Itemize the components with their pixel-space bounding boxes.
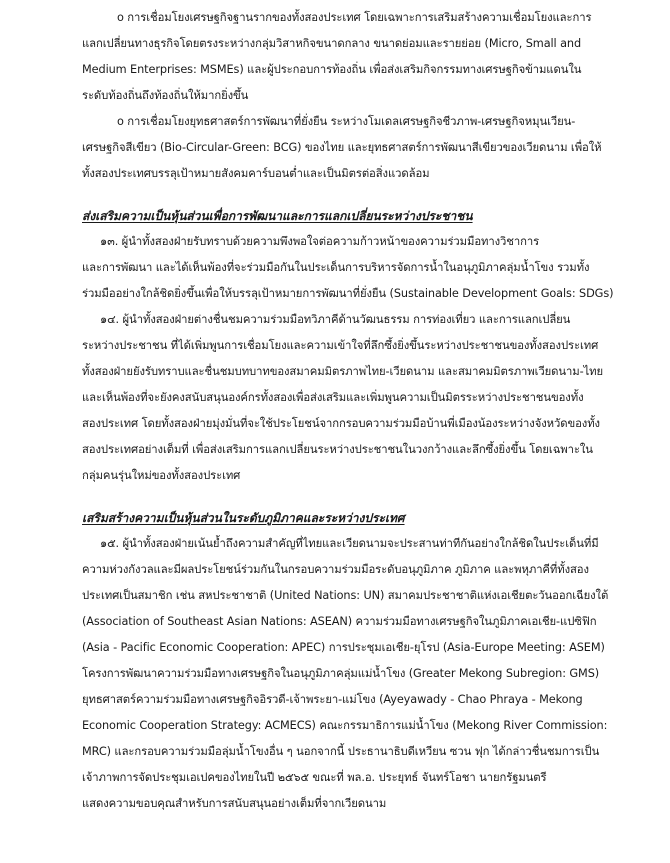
section-heading-regional-partnership: เสริมสร้างความเป็นหุ้นส่วนในระดับภูมิภาคและระหว่างประเทศ bbox=[82, 511, 405, 525]
text-line: โครงการพัฒนาความร่วมมือทางเศรษฐกิจในอนุภูมิภาคลุ่มแม่น้ำโขง (Greater Mekong Subregion: GMS) bbox=[82, 667, 600, 680]
text-line: และการพัฒนา และได้เห็นพ้องที่จะร่วมมือกันในประเด็นการบริหารจัดการน้ำในอนุภูมิภาคลุ่มน้ำโขง รวมทั้ง bbox=[82, 261, 590, 274]
text-line: สองประเทศ โดยทั้งสองฝ่ายมุ่งมั่นที่จะใช้ประโยชน์จากกรอบความร่วมมือบ้านพี่เมืองน้องระหว่างจังหวัดของทั้ง bbox=[82, 417, 600, 430]
text-line: ๑๔. ผู้นำทั้งสองฝ่ายต่างชื่นชมความร่วมมือทวิภาคีด้านวัฒนธรรม การท่องเที่ยว และการแลกเปลี่ยน bbox=[100, 313, 571, 326]
text-line: ระดับท้องถิ่นถึงท้องถิ่นให้มากยิ่งขึ้น bbox=[82, 89, 249, 102]
section-heading-people-exchange: ส่งเสริมความเป็นหุ้นส่วนเพื่อการพัฒนาและการแลกเปลี่ยนระหว่างประชาชน bbox=[82, 209, 473, 223]
text-line: o การเชื่อมโยงยุทธศาสตร์การพัฒนาที่ยั่งยืน ระหว่างโมเดลเศรษฐกิจชีวภาพ-เศรษฐกิจหมุนเวียน- bbox=[117, 115, 576, 128]
text-line: แลกเปลี่ยนทางธุรกิจโดยตรงระหว่างกลุ่มวิสาหกิจขนาดกลาง ขนาดย่อมและรายย่อย (Micro, Small and bbox=[82, 37, 582, 50]
text-line: แสดงความขอบคุณสำหรับการสนับสนุนอย่างเต็มที่จากเวียดนาม bbox=[82, 797, 387, 810]
text-line: ร่วมมืออย่างใกล้ชิดยิ่งขึ้นเพื่อให้บรรลุเป้าหมายการพัฒนาที่ยั่งยืน (Sustainable Development Goals: SDGs) bbox=[82, 287, 614, 300]
text-line: เศรษฐกิจสีเขียว (Bio-Circular-Green: BCG) ของไทย และยุทธศาสตร์การพัฒนาสีเขียวของเวียดนาม เพื่อให้ bbox=[82, 141, 602, 154]
text-line: (Association of Southeast Asian Nations: ASEAN) ความร่วมมือทางเศรษฐกิจในภูมิภาคเอเชีย-แปซิฟิก bbox=[82, 615, 597, 628]
text-line: ๑๓. ผู้นำทั้งสองฝ่ายรับทราบด้วยความพึงพอใจต่อความก้าวหน้าของความร่วมมือทางวิชาการ bbox=[100, 235, 540, 248]
text-line: ระหว่างประชาชน ที่ได้เพิ่มพูนการเชื่อมโยงและความเข้าใจที่ลึกซึ้งยิ่งขึ้นระหว่างประชาชนของทั้งสองประเทศ bbox=[82, 339, 599, 352]
text-line: Medium Enterprises: MSMEs) และผู้ประกอบการท้องถิ่น เพื่อส่งเสริมกิจกรรมทางเศรษฐกิจข้ามแดนใน bbox=[82, 63, 582, 76]
text-line: MRC) และกรอบความร่วมมือลุ่มน้ำโขงอื่น ๆ นอกจากนี้ ประธานาธิบดีเหวียน ซวน ฟุก ได้กล่าวชื่นชมการเป็น bbox=[82, 745, 600, 758]
text-line: ทั้งสองประเทศบรรลุเป้าหมายสังคมคาร์บอนต่ำและเป็นมิตรต่อสิ่งแวดล้อม bbox=[82, 167, 430, 180]
text-line: ยุทธศาสตร์ความร่วมมือทางเศรษฐกิจอิรวดี-เจ้าพระยา-แม่โขง (Ayeyawady - Chao Phraya - Mekong bbox=[82, 693, 583, 706]
text-line: ๑๕. ผู้นำทั้งสองฝ่ายเน้นย้ำถึงความสำคัญที่ไทยและเวียดนามจะประสานท่าทีกันอย่างใกล้ชิดในประเด็นที่มี bbox=[100, 537, 599, 550]
text-line: Economic Cooperation Strategy: ACMECS) คณะกรรมาธิการแม่น้ำโขง (Mekong River Commission: bbox=[82, 719, 608, 732]
text-line: ทั้งสองฝ่ายยังรับทราบและชื่นชมบทบาทของสมาคมมิตรภาพไทย-เวียดนาม และสมาคมมิตรภาพเวียดนาม-ไทย bbox=[82, 365, 604, 378]
text-line: ความห่วงกังวลและมีผลประโยชน์ร่วมกันในกรอบความร่วมมือระดับอนุภูมิภาค ภูมิภาค และพหุภาคีที่ทั้งสอง bbox=[82, 563, 589, 576]
text-line: o การเชื่อมโยงเศรษฐกิจฐานรากของทั้งสองประเทศ โดยเฉพาะการเสริมสร้างความเชื่อมโยงและการ bbox=[117, 11, 592, 24]
text-line: เจ้าภาพการจัดประชุมเอเปคของไทยในปี ๒๕๖๕ ขณะที่ พล.อ. ประยุทธ์ จันทร์โอชา นายกรัฐมนตรี bbox=[82, 771, 547, 784]
text-line: ประเทศเป็นสมาชิก เช่น สหประชาชาติ (United Nations: UN) สมาคมประชาชาติแห่งเอเชียตะวันออกเฉียงใต้ bbox=[82, 589, 609, 602]
text-line: กลุ่มคนรุ่นใหม่ของทั้งสองประเทศ bbox=[82, 469, 241, 482]
text-line: สองประเทศอย่างเต็มที่ เพื่อส่งเสริมการแลกเปลี่ยนระหว่างประชาชนในวงกว้างและลึกซึ้งยิ่งขึ้น โดยเฉพาะใน bbox=[82, 443, 593, 456]
text-line: (Asia - Pacific Economic Cooperation: APEC) การประชุมเอเชีย-ยุโรป (Asia-Europe Meeting: ASEM) bbox=[82, 641, 605, 654]
text-line: และเห็นพ้องที่จะยังคงสนับสนุนองค์กรทั้งสองเพื่อส่งเสริมและเพิ่มพูนความเป็นมิตรระหว่างประชาชนของทั้ง bbox=[82, 391, 584, 404]
